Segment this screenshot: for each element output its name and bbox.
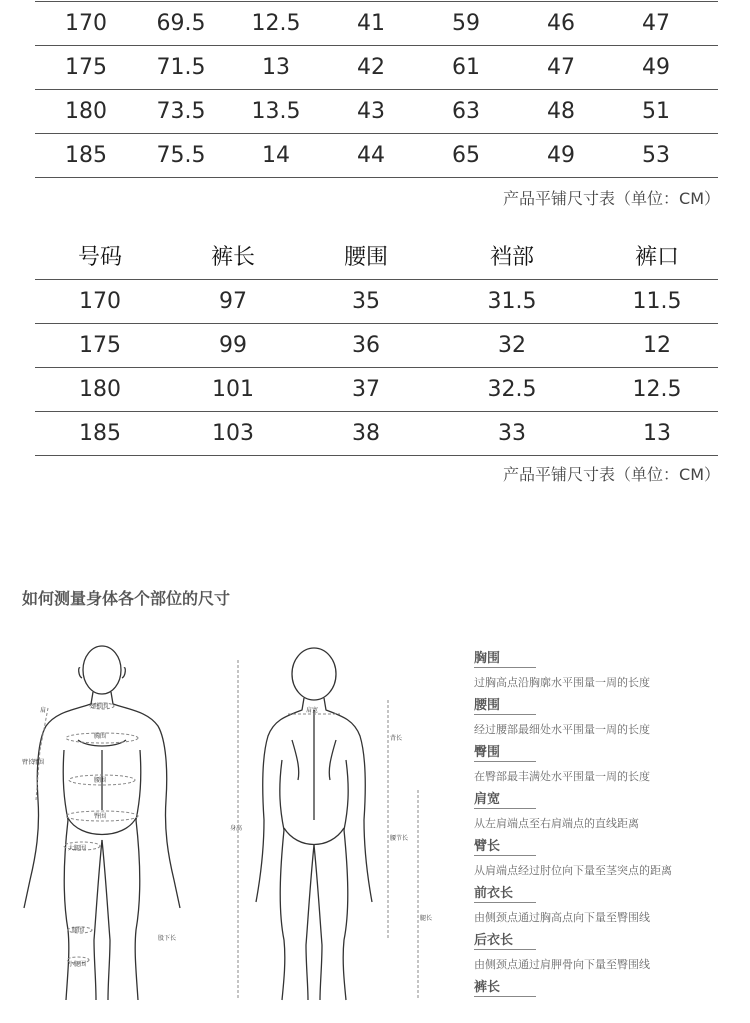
- table-cell: 63: [452, 99, 480, 124]
- legend-desc: 过胸高点沿胸廓水平围量一周的长度: [474, 676, 650, 689]
- legend-term: 胸围: [474, 651, 501, 666]
- table-cell: 49: [642, 55, 670, 80]
- legend-item: [474, 741, 744, 788]
- table-cell: 35: [352, 289, 380, 314]
- column-header: 裤长: [210, 245, 256, 270]
- legend-term: 臂长: [474, 839, 501, 854]
- legend-item: [474, 694, 744, 741]
- table-cell: 11.5: [632, 289, 682, 314]
- back-body-figure: [158, 640, 448, 1000]
- legend-item: [474, 976, 744, 1023]
- label-arm-girth: 臂围: [32, 759, 45, 766]
- label-thigh: 大腿围: [68, 845, 87, 852]
- legend-divider: [474, 996, 536, 997]
- table-cell: 12.5: [251, 11, 301, 36]
- table-caption: 产品平铺尺寸表（单位：CM）: [503, 189, 720, 208]
- table-cell: 36: [352, 333, 380, 358]
- pants-size-table: [35, 236, 718, 456]
- table-cell: 38: [352, 421, 380, 446]
- table-cell: 13: [643, 421, 671, 446]
- table-row: [35, 1, 718, 46]
- table-cell: 59: [452, 11, 480, 36]
- table-cell: 175: [65, 55, 107, 80]
- label-back-length: 背长: [390, 735, 403, 742]
- label-leg-length: 腿长: [420, 915, 433, 922]
- table-cell: 73.5: [156, 99, 206, 124]
- table-cell: 97: [219, 289, 247, 314]
- legend-desc: 由侧颈点通过胸高点向下量至臀围线: [474, 911, 650, 924]
- table-cell: 12: [643, 333, 671, 358]
- legend-desc: 从肩端点经过肘位向下量至茎突点的距离: [474, 864, 672, 877]
- table-cell: 51: [642, 99, 670, 124]
- table-cell: 32: [498, 333, 526, 358]
- table-cell: 47: [642, 11, 670, 36]
- column-header: 裆部: [489, 245, 535, 270]
- section-title: 如何测量身体各个部位的尺寸: [22, 589, 231, 608]
- table-cell: 99: [219, 333, 247, 358]
- measurement-legend: [474, 647, 744, 1023]
- table-cell: 69.5: [156, 11, 206, 36]
- table-cell: 43: [357, 99, 385, 124]
- legend-divider: [474, 667, 536, 668]
- front-body-figure: [18, 640, 218, 1000]
- table-cell: 180: [79, 377, 121, 402]
- legend-divider: [474, 949, 536, 950]
- table-cell: 42: [357, 55, 385, 80]
- table-row: [35, 324, 718, 368]
- table-cell: 12.5: [632, 377, 682, 402]
- table-cell: 170: [79, 289, 121, 314]
- label-height: 身高: [230, 825, 243, 832]
- legend-desc: 在臀部最丰满处水平围量一周的长度: [474, 770, 650, 783]
- table-cell: 103: [212, 421, 254, 446]
- table-cell: 47: [547, 55, 575, 80]
- legend-term: 臀围: [474, 745, 501, 760]
- label-arm-length: 臂长: [22, 759, 35, 766]
- table-cell: 170: [65, 11, 107, 36]
- table-cell: 53: [642, 143, 670, 168]
- label-shoulder-width: 肩宽: [306, 707, 319, 714]
- table-cell: 37: [352, 377, 380, 402]
- legend-divider: [474, 855, 536, 856]
- legend-desc: 从左肩端点至右肩端点的直线距离: [474, 817, 639, 830]
- table-cell: 71.5: [156, 55, 206, 80]
- table-row: [35, 46, 718, 90]
- table-row: [35, 412, 718, 456]
- column-header: 腰围: [343, 245, 389, 270]
- top-size-table: [35, 1, 718, 178]
- table-caption: 产品平铺尺寸表（单位：CM）: [503, 465, 720, 484]
- label-waist-length: 腰节长: [390, 835, 409, 842]
- table-cell: 33: [498, 421, 526, 446]
- legend-item: [474, 647, 744, 694]
- table-cell: 48: [547, 99, 575, 124]
- table-cell: 75.5: [156, 143, 206, 168]
- table-cell: 13.5: [251, 99, 301, 124]
- column-header: 裤口: [634, 245, 680, 270]
- label-chest: 胸围: [94, 733, 107, 740]
- legend-term: 裤长: [474, 980, 501, 995]
- table-cell: 61: [452, 55, 480, 80]
- legend-divider: [474, 808, 536, 809]
- legend-item: [474, 788, 744, 835]
- legend-item: [474, 835, 744, 882]
- legend-item: [474, 929, 744, 976]
- table-cell: 32.5: [487, 377, 537, 402]
- column-header: 号码: [77, 245, 123, 270]
- legend-term: 肩宽: [474, 792, 501, 807]
- table-cell: 185: [79, 421, 121, 446]
- table-row: [35, 368, 718, 412]
- legend-divider: [474, 902, 536, 903]
- legend-term: 后衣长: [474, 933, 514, 948]
- table-row: [35, 280, 718, 324]
- table-cell: 180: [65, 99, 107, 124]
- table-cell: 46: [547, 11, 575, 36]
- label-neck: 颈根围: [90, 703, 109, 710]
- table-cell: 41: [357, 11, 385, 36]
- table-cell: 65: [452, 143, 480, 168]
- table-cell: 185: [65, 143, 107, 168]
- legend-item: [474, 882, 744, 929]
- table-cell: 31.5: [487, 289, 537, 314]
- label-knee: 膝围: [72, 927, 85, 934]
- legend-term: 腰围: [474, 698, 501, 713]
- label-calf: 小腿围: [68, 961, 87, 968]
- legend-divider: [474, 714, 536, 715]
- legend-desc: 由侧颈点通过肩胛骨向下量至臀围线: [474, 958, 650, 971]
- table-cell: 44: [357, 143, 385, 168]
- table-cell: 101: [212, 377, 254, 402]
- legend-divider: [474, 761, 536, 762]
- label-inseam: 股下长: [158, 935, 177, 942]
- table-cell: 13: [262, 55, 290, 80]
- label-waist: 腰围: [94, 777, 107, 784]
- label-shoulder: 肩: [40, 707, 47, 714]
- table-row: [35, 134, 718, 178]
- table-cell: 14: [262, 143, 290, 168]
- table-header-row: [35, 236, 718, 280]
- label-hip: 臀围: [94, 813, 107, 820]
- table-cell: 49: [547, 143, 575, 168]
- legend-desc: 经过腰部最细处水平围量一周的长度: [474, 723, 650, 736]
- table-row: [35, 90, 718, 134]
- table-cell: 175: [79, 333, 121, 358]
- legend-term: 前衣长: [474, 886, 514, 901]
